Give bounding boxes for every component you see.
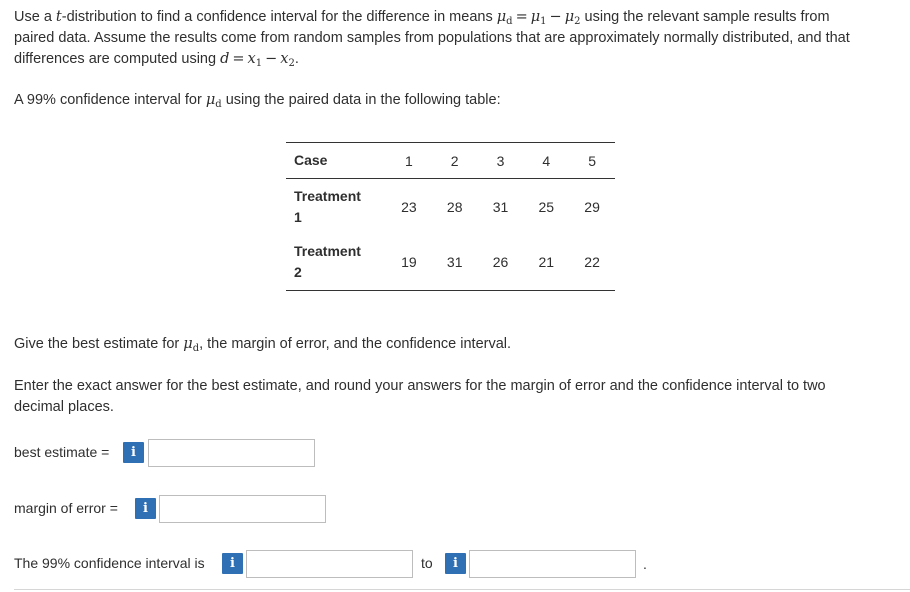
case-header: Case: [294, 152, 328, 168]
question-intro-line2: paired data. Assume the results come from random samples from populations that are approximately normally distributed, and that: [14, 30, 850, 46]
margin-of-error-input[interactable]: [159, 495, 326, 523]
best-estimate-input[interactable]: [148, 439, 315, 467]
paired-data-table: [286, 142, 615, 291]
row-label-line1: Treatment: [294, 187, 361, 204]
case-number: 5: [588, 152, 596, 169]
table-row-treatment-2: [286, 235, 615, 291]
var-d: d: [220, 51, 230, 67]
margin-of-error-label: margin of error =: [14, 500, 118, 516]
info-icon[interactable]: i: [135, 498, 156, 519]
estimate-prompt-text-b: , the margin of error, and the confidence interval.: [199, 336, 512, 352]
row-label-line2: 2: [294, 264, 302, 281]
mu-symbol: μ: [530, 9, 541, 25]
sub-d: d: [506, 16, 513, 27]
ci-prompt: [14, 90, 501, 115]
table-cell: 21: [538, 254, 555, 271]
info-icon[interactable]: i: [222, 553, 243, 574]
info-icon[interactable]: i: [445, 553, 466, 574]
table-cell: 19: [401, 254, 417, 271]
row-label-line1: Treatment: [294, 243, 361, 260]
to-label: to: [421, 555, 433, 571]
confidence-interval-label: The 99% confidence interval is: [14, 555, 205, 571]
sub-2: 2: [574, 16, 581, 27]
case-number: 1: [405, 152, 413, 169]
table-cell: 23: [401, 198, 417, 215]
mu-d-symbol: [183, 336, 199, 352]
best-estimate-label: best estimate =: [14, 444, 110, 460]
table-cell: 31: [446, 254, 463, 271]
var-x: x: [247, 51, 256, 67]
sub-d: d: [192, 343, 200, 354]
question-intro-line3: [14, 49, 299, 74]
ci-prompt-text-b: using the paired data in the following table:: [221, 92, 501, 108]
table-header-row: [286, 143, 615, 179]
row-label-treatment-1: [286, 179, 386, 235]
intro-text-a: Use a: [14, 9, 56, 25]
case-number: 2: [450, 152, 459, 169]
mu-symbol: μ: [205, 92, 216, 108]
table-row-treatment-1: [286, 179, 615, 235]
mu-symbol: μ: [183, 336, 193, 352]
intro-text-c: using the relevant sample results from: [580, 9, 830, 25]
interval-period: .: [643, 556, 647, 572]
table-cell: 25: [538, 198, 555, 215]
interval-upper-input[interactable]: [469, 550, 636, 578]
estimate-prompt-text-a: Give the best estimate for: [14, 336, 184, 352]
mu-symbol: μ: [564, 9, 575, 25]
intro-line3-text-a: differences are computed using: [14, 51, 221, 67]
rounding-instruction-line2: decimal places.: [14, 399, 114, 415]
equals-sign: =: [232, 51, 245, 67]
intro-line3-text-b: .: [294, 51, 299, 67]
sub-1: 1: [540, 16, 547, 27]
var-x: x: [280, 51, 289, 67]
intro-text-b: -distribution to find a confidence interval for the difference in means: [61, 9, 497, 25]
equals-sign: =: [515, 9, 528, 25]
bottom-divider: [14, 589, 910, 590]
case-number: 4: [542, 152, 551, 169]
case-number: 3: [496, 152, 505, 169]
table-cell: 22: [584, 254, 600, 271]
table-cell: 26: [492, 254, 509, 271]
mu-symbol: μ: [496, 9, 507, 25]
rounding-instruction-line1: Enter the exact answer for the best estimate, and round your answers for the margin of error and the confidence interval to two: [14, 378, 826, 394]
estimate-prompt: [14, 334, 511, 359]
info-icon[interactable]: i: [123, 442, 144, 463]
table-cell: 29: [584, 198, 600, 215]
mu-d-symbol: [206, 92, 222, 108]
ci-prompt-text-a: A 99% confidence interval for: [14, 92, 206, 108]
t-symbol: t: [55, 9, 62, 25]
row-label-line2: 1: [294, 208, 302, 225]
sub-1: 1: [255, 58, 263, 69]
mu-d-expression: [497, 9, 581, 25]
sub-2: 2: [288, 58, 295, 69]
table-cell: 31: [492, 198, 509, 215]
minus-sign: −: [265, 51, 278, 67]
sub-d: d: [215, 99, 222, 110]
table-cell: 28: [446, 198, 463, 215]
interval-lower-input[interactable]: [246, 550, 413, 578]
row-label-treatment-2: [286, 235, 386, 291]
minus-sign: −: [549, 9, 562, 25]
difference-formula: [220, 51, 295, 67]
